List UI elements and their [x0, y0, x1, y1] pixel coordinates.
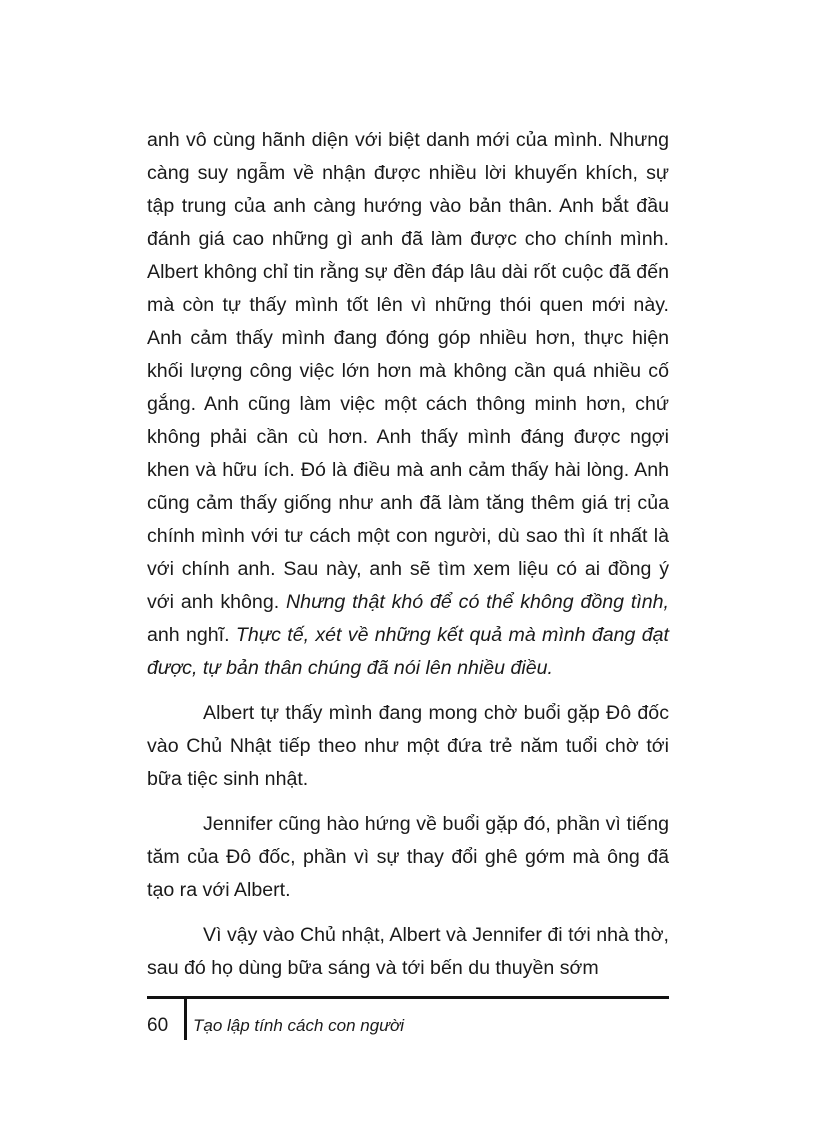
paragraph-1-italic-b: Thực tế, xét về những kết quả mà mình đang đạt được, tự bản thân chúng đã nói lên nhiều điều.	[147, 624, 669, 679]
footer-rule-vertical	[184, 996, 187, 1040]
paragraph-2: Albert tự thấy mình đang mong chờ buổi gặp Đô đốc vào Chủ Nhật tiếp theo như một đứa trẻ năm tuổi chờ tới bữa tiệc sinh nhật.	[147, 702, 669, 790]
page-number: 60	[147, 1015, 169, 1036]
paragraph-1	[147, 124, 669, 685]
paragraph-3: Jennifer cũng hào hứng về buổi gặp đó, phần vì tiếng tăm của Đô đốc, phần vì sự thay đổi ghê gớm mà ông đã tạo ra với Albert.	[147, 813, 669, 901]
running-title: Tạo lập tính cách con người	[193, 1016, 405, 1035]
paragraph-1-italic-a: Nhưng thật khó để có thể không đồng tình,	[286, 591, 669, 613]
paragraph-1-text-a: anh vô cùng hãnh diện với biệt danh mới của mình. Nhưng càng suy ngẫm về nhận được nhiều lời khuyến khích, sự tập trung của anh càng hướng vào bản thân. Anh bắt đầu đánh giá cao những gì anh đã làm được cho chính mình. Albert không chỉ tin rằng sự đền đáp lâu dài rốt cuộc đã đến mà còn tự thấy mình tốt lên vì những thói quen mới này. Anh cảm thấy mình đang đóng góp nhiều hơn, thực hiện khối lượng công việc lớn hơn mà không cần quá nhiều cố gắng. Anh cũng làm việc một cách thông minh hơn, chứ không phải cần cù hơn. Anh thấy mình đáng được ngợi khen và hữu ích. Đó là điều mà anh cảm thấy hài lòng. Anh cũng cảm thấy giống như anh đã làm tăng thêm giá trị của chính mình với tư cách một con người, dù sao thì ít nhất là với chính anh. Sau này, anh sẽ tìm xem liệu có ai đồng ý với anh không.	[147, 129, 669, 613]
paragraph-4: Vì vậy vào Chủ nhật, Albert và Jennifer đi tới nhà thờ, sau đó họ dùng bữa sáng và tới bến du thuyền sớm	[147, 924, 669, 979]
body-text	[147, 124, 669, 985]
footer-rule-horizontal	[147, 996, 669, 999]
paragraph-1-text-b: anh nghĩ.	[147, 624, 236, 646]
